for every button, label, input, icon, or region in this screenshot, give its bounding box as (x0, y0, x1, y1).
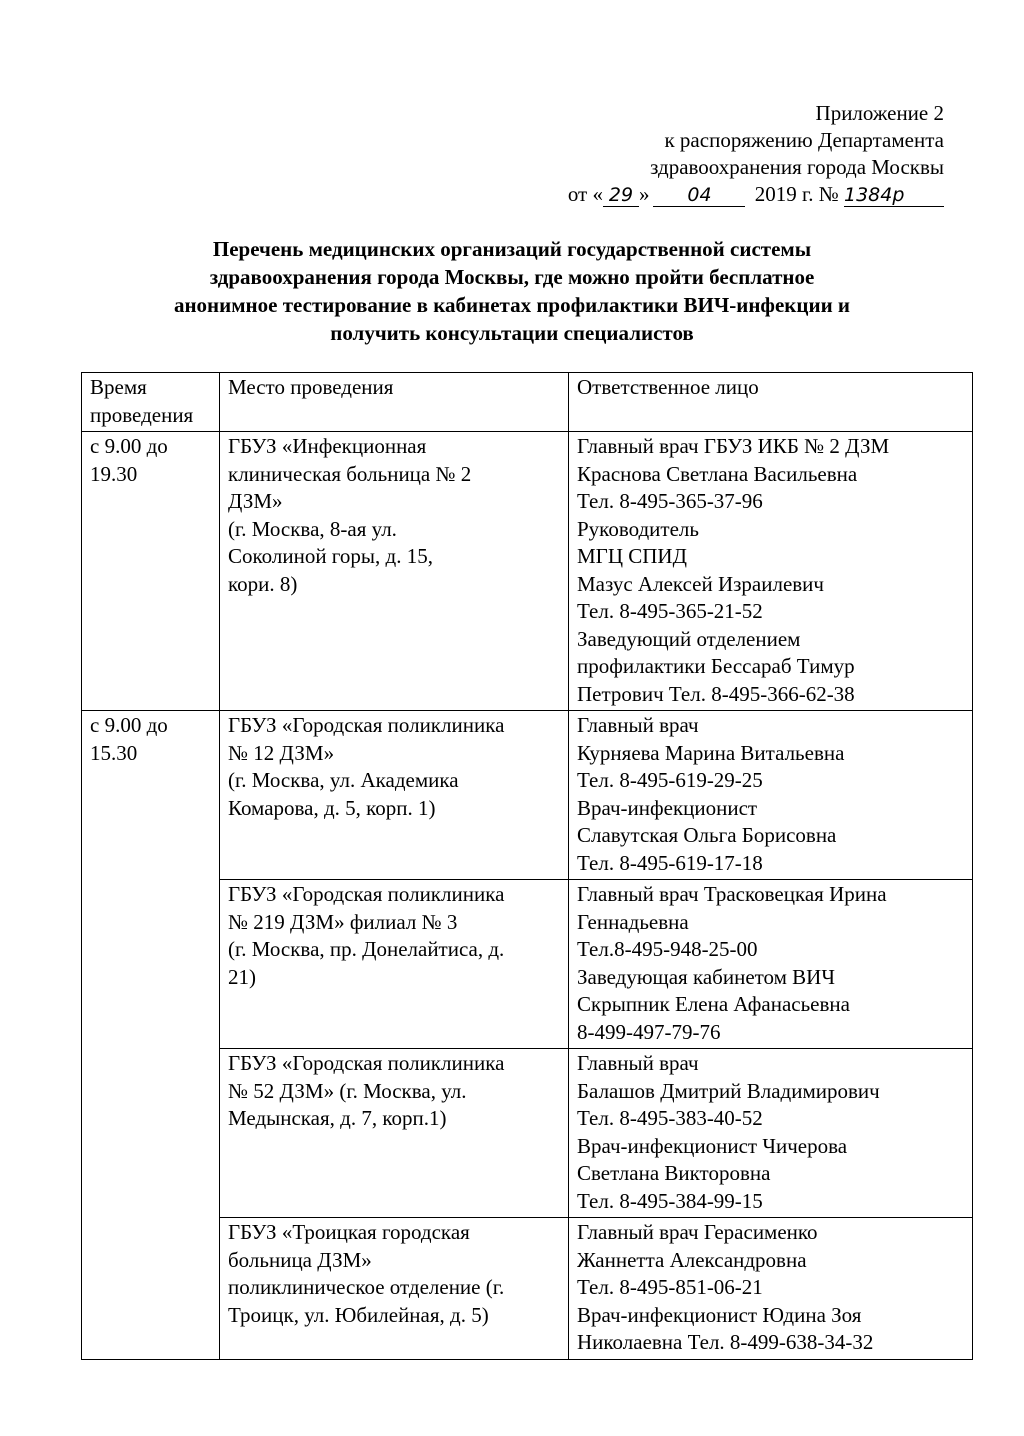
place-cell (220, 1218, 569, 1360)
cell-line: Тел. 8-495-851-06-21 (577, 1275, 763, 1299)
cell-line: Тел. 8-495-384-99-15 (577, 1188, 763, 1213)
cell-line: 15.30 (90, 740, 138, 765)
time-cell (82, 711, 220, 1360)
cell-line: проведения (90, 402, 194, 427)
cell-line: № 219 ДЗМ» филиал № 3 (228, 909, 458, 934)
appendix-header (568, 100, 944, 208)
cell-line: Главный врач Трасковецкая Ирина (577, 882, 887, 906)
cell-line: Петрович Тел. 8-495-366-62-38 (577, 681, 855, 706)
cell-line: ГБУЗ «Городская поликлиника (228, 882, 505, 906)
cell-line: больница ДЗМ» (228, 1247, 372, 1272)
cell-line: Соколиной горы, д. 15, (228, 544, 433, 568)
cell-line: Время (90, 375, 147, 399)
cell-line: Славутская Ольга Борисовна (577, 823, 837, 847)
order-number-handwritten: 1384р (844, 184, 944, 207)
cell-line: ГБУЗ «Троицкая городская (228, 1220, 470, 1244)
cell-line: № 52 ДЗМ» (г. Москва, ул. (228, 1078, 467, 1103)
cell-line: Курняева Марина Витальевна (577, 740, 845, 765)
header-place (220, 373, 569, 432)
cell-line: Тел. 8-495-365-37-96 (577, 489, 763, 513)
order-date-line (568, 181, 944, 208)
cell-line: (г. Москва, пр. Донелайтиса, д. (228, 937, 505, 961)
cell-line: Главный врач (577, 713, 699, 737)
cell-line: ДЗМ» (228, 489, 283, 513)
place-cell (220, 711, 569, 880)
title-line: получить консультации специалистов (330, 321, 694, 345)
cell-line: Медынская, д. 7, корп.1) (228, 1106, 447, 1130)
date-mid: » (638, 182, 650, 206)
cell-line: Врач-инфекционист (577, 795, 758, 820)
cell-line: с 9.00 до (90, 713, 168, 737)
cell-line: Тел. 8-495-619-29-25 (577, 768, 763, 792)
cell-line: профилактики Бессараб Тимур (577, 654, 855, 678)
cell-line: МГЦ СПИД (577, 544, 687, 568)
header-time (82, 373, 220, 432)
order-reference-line2: здравоохранения города Москвы (650, 155, 944, 179)
cell-line: Главный врач Герасименко (577, 1220, 818, 1244)
cell-line: ГБУЗ «Городская поликлиника (228, 1051, 505, 1075)
person-cell (569, 1218, 973, 1360)
cell-line: Главный врач (577, 1051, 699, 1075)
cell-line: Комарова, д. 5, корп. 1) (228, 795, 436, 820)
cell-line: Троицк, ул. Юбилейная, д. 5) (228, 1302, 489, 1327)
date-prefix: от « (567, 182, 603, 206)
cell-line: с 9.00 до (90, 434, 168, 458)
cell-line: Тел.8-495-948-25-00 (577, 937, 758, 961)
cell-line: (г. Москва, ул. Академика (228, 768, 459, 792)
appendix-label: Приложение 2 (815, 101, 944, 125)
person-cell (569, 711, 973, 880)
cell-line: ГБУЗ «Городская поликлиника (228, 713, 505, 737)
place-cell (220, 432, 569, 711)
date-day-handwritten: 29 (603, 184, 639, 207)
cell-line: 21) (228, 964, 256, 989)
person-cell (569, 1049, 973, 1218)
cell-line: Главный врач ГБУЗ ИКБ № 2 ДЗМ (577, 434, 890, 458)
person-cell (569, 880, 973, 1049)
document-title (0, 235, 1024, 347)
cell-line: Краснова Светлана Васильевна (577, 461, 858, 486)
table-row (82, 432, 973, 711)
cell-line: кори. 8) (228, 571, 298, 596)
cell-line: Тел. 8-495-383-40-52 (577, 1106, 763, 1130)
cell-line: Жаннетта Александровна (577, 1247, 807, 1272)
cell-line: Врач-инфекционист Юдина Зоя (577, 1302, 862, 1327)
cell-line: Николаевна Тел. 8-499-638-34-32 (577, 1330, 874, 1354)
person-cell (569, 432, 973, 711)
cell-line: Геннадьевна (577, 909, 689, 934)
organizations-table (81, 372, 973, 1360)
order-reference-line1: к распоряжению Департамента (664, 128, 944, 152)
date-year-label: 2019 г. № (754, 182, 839, 206)
cell-line: Место проведения (228, 375, 394, 399)
cell-line: Заведующий отделением (577, 626, 801, 651)
cell-line: (г. Москва, 8-ая ул. (228, 516, 397, 541)
cell-line: ГБУЗ «Инфекционная (228, 434, 427, 458)
table-header-row (82, 373, 973, 432)
title-line: Перечень медицинских организаций государственной системы (212, 237, 812, 261)
title-line: анонимное тестирование в кабинетах профилактики ВИЧ-инфекции и (173, 293, 851, 317)
place-cell (220, 880, 569, 1049)
cell-line: 19.30 (90, 461, 138, 486)
cell-line: Балашов Дмитрий Владимирович (577, 1078, 880, 1103)
time-cell (82, 432, 220, 711)
cell-line: Скрыпник Елена Афанасьевна (577, 992, 850, 1016)
date-month-handwritten: 04 (653, 184, 745, 207)
cell-line: Мазус Алексей Израилевич (577, 571, 824, 596)
place-cell (220, 1049, 569, 1218)
cell-line: Заведующая кабинетом ВИЧ (577, 964, 835, 989)
cell-line: Тел. 8-495-365-21-52 (577, 599, 763, 623)
cell-line: Светлана Викторовна (577, 1161, 771, 1185)
cell-line: поликлиническое отделение (г. (228, 1275, 505, 1299)
cell-line: Врач-инфекционист Чичерова (577, 1133, 848, 1158)
cell-line: клиническая больница № 2 (228, 461, 472, 486)
header-person (569, 373, 973, 432)
title-line: здравоохранения города Москвы, где можно пройти бесплатное (209, 265, 815, 289)
cell-line: Руководитель (577, 516, 699, 541)
cell-line: Ответственное лицо (577, 375, 759, 399)
cell-line: 8-499-497-79-76 (577, 1019, 721, 1044)
cell-line: Тел. 8-495-619-17-18 (577, 850, 763, 875)
cell-line: № 12 ДЗМ» (228, 740, 335, 765)
table-row (82, 711, 973, 880)
